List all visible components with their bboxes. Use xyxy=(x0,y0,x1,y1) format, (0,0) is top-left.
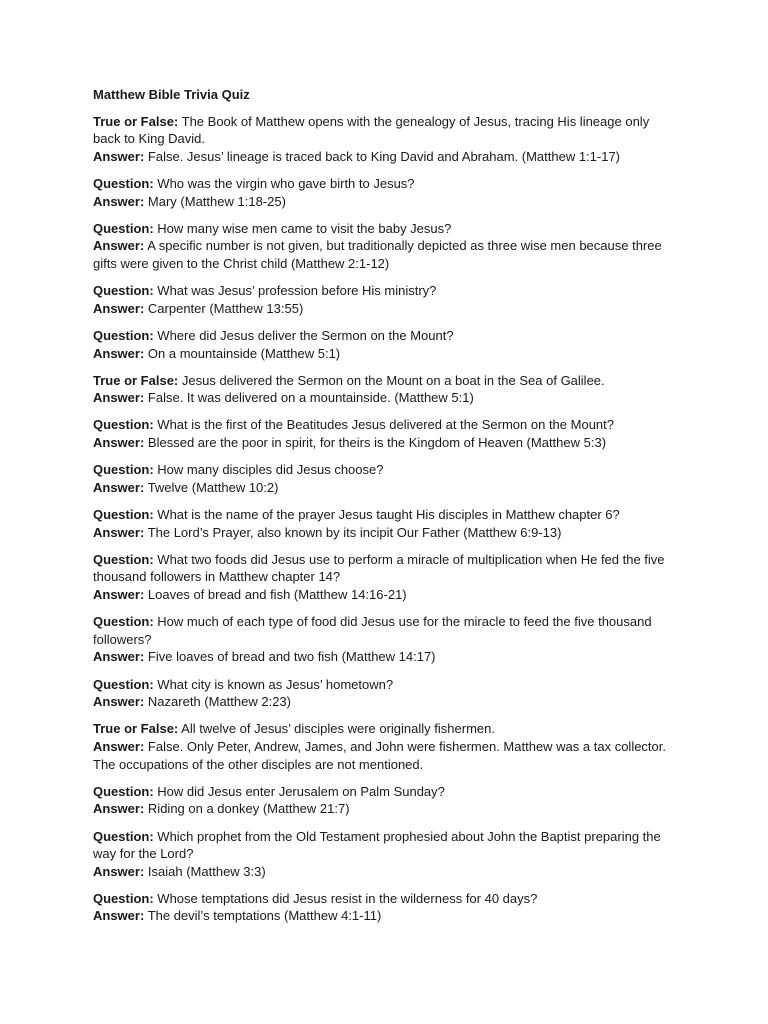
question-text: What city is known as Jesus’ hometown? xyxy=(157,676,394,692)
qa-item xyxy=(93,372,678,407)
question-text: Jesus delivered the Sermon on the Mount on a boat in the Sea of Galilee. xyxy=(181,372,605,388)
qa-item xyxy=(93,890,678,925)
answer-line xyxy=(93,800,678,818)
answer-line xyxy=(93,479,678,497)
answer-text: The devil’s temptations (Matthew 4:1-11) xyxy=(147,908,382,924)
qa-item xyxy=(93,220,678,273)
answer-text: False. Only Peter, Andrew, James, and John were fishermen. Matthew was a tax collector. The occupations of the other disciples are not mentioned. xyxy=(93,738,666,772)
answer-line xyxy=(93,345,678,363)
question-label: Question: xyxy=(93,783,154,799)
answer-text: Carpenter (Matthew 13:55) xyxy=(147,300,304,316)
answer-text: Twelve (Matthew 10:2) xyxy=(147,479,279,495)
question-line xyxy=(93,220,678,238)
question-text: How did Jesus enter Jerusalem on Palm Sunday? xyxy=(157,783,445,799)
qa-item xyxy=(93,175,678,210)
qa-item xyxy=(93,416,678,451)
answer-text: The Lord’s Prayer, also known by its incipit Our Father (Matthew 6:9-13) xyxy=(147,524,562,540)
question-text: Who was the virgin who gave birth to Jesus? xyxy=(157,175,415,191)
question-label: Question: xyxy=(93,417,154,433)
question-label: Question: xyxy=(93,507,154,523)
answer-line xyxy=(93,907,678,925)
answer-label: Answer: xyxy=(93,435,145,451)
question-label: True or False: xyxy=(93,113,179,129)
answer-label: Answer: xyxy=(93,193,145,209)
qa-item xyxy=(93,613,678,666)
answer-line xyxy=(93,693,678,711)
answer-label: Answer: xyxy=(93,524,145,540)
question-line xyxy=(93,175,678,193)
answer-label: Answer: xyxy=(93,908,145,924)
question-text: The Book of Matthew opens with the genealogy of Jesus, tracing His lineage only back to King David. xyxy=(93,113,650,147)
question-text: Whose temptations did Jesus resist in the wilderness for 40 days? xyxy=(157,890,538,906)
answer-line xyxy=(93,193,678,211)
question-text: How many wise men came to visit the baby Jesus? xyxy=(157,220,452,236)
question-line xyxy=(93,613,678,648)
answer-text: On a mountainside (Matthew 5:1) xyxy=(147,345,341,361)
qa-item xyxy=(93,461,678,496)
answer-text: Loaves of bread and fish (Matthew 14:16-21) xyxy=(147,587,407,602)
answer-label: Answer: xyxy=(93,863,145,879)
answer-text: False. It was delivered on a mountainside. (Matthew 5:1) xyxy=(147,390,474,406)
question-line xyxy=(93,506,678,524)
question-text: What is the first of the Beatitudes Jesus delivered at the Sermon on the Mount? xyxy=(157,417,614,433)
answer-line xyxy=(93,434,678,452)
question-label: Question: xyxy=(93,614,154,630)
answer-label: Answer: xyxy=(93,390,145,406)
question-line xyxy=(93,327,678,345)
answer-label: Answer: xyxy=(93,649,145,665)
answer-line xyxy=(93,648,678,666)
answer-line xyxy=(93,586,678,604)
question-line xyxy=(93,828,678,863)
question-line xyxy=(93,416,678,434)
answer-label: Answer: xyxy=(93,345,145,361)
answer-text: Mary (Matthew 1:18-25) xyxy=(147,193,286,209)
answer-text: Five loaves of bread and two fish (Matthew 14:17) xyxy=(147,649,436,665)
question-label: Question: xyxy=(93,676,154,692)
answer-label: Answer: xyxy=(93,300,145,316)
question-text: What two foods did Jesus use to perform a miracle of multiplication when He fed the five thousand followers in Matthew chapter 14? xyxy=(93,551,665,585)
question-label: True or False: xyxy=(93,721,179,737)
qa-item xyxy=(93,551,678,604)
question-line xyxy=(93,676,678,694)
answer-label: Answer: xyxy=(93,738,145,754)
question-text: How many disciples did Jesus choose? xyxy=(157,462,384,478)
qa-item xyxy=(93,828,678,881)
question-text: How much of each type of food did Jesus use for the miracle to feed the five thousand followers? xyxy=(93,614,652,647)
question-label: True or False: xyxy=(93,372,179,388)
qa-item xyxy=(93,282,678,317)
answer-line xyxy=(93,148,678,166)
qa-item xyxy=(93,676,678,711)
answer-label: Answer: xyxy=(93,801,145,817)
answer-text: Blessed are the poor in spirit, for theirs is the Kingdom of Heaven (Matthew 5:3) xyxy=(147,435,607,451)
answer-line xyxy=(93,863,678,881)
qa-item xyxy=(93,327,678,362)
question-line xyxy=(93,720,678,738)
question-line xyxy=(93,461,678,479)
question-label: Question: xyxy=(93,283,154,299)
document-title: Matthew Bible Trivia Quiz xyxy=(93,87,250,102)
document-page xyxy=(93,86,678,935)
answer-line xyxy=(93,524,678,542)
qa-list xyxy=(93,113,678,925)
question-line xyxy=(93,551,678,586)
question-text: All twelve of Jesus’ disciples were originally fishermen. xyxy=(181,721,495,737)
question-label: Question: xyxy=(93,327,154,343)
answer-line xyxy=(93,738,678,773)
question-text: What was Jesus’ profession before His ministry? xyxy=(157,283,437,299)
qa-item xyxy=(93,783,678,818)
answer-label: Answer: xyxy=(93,148,145,164)
answer-text: Nazareth (Matthew 2:23) xyxy=(147,694,291,710)
answer-line xyxy=(93,300,678,318)
answer-text: A specific number is not given, but traditionally depicted as three wise men because three gifts were given to the Christ child (Matthew 2:1-12) xyxy=(93,238,662,271)
question-label: Question: xyxy=(93,462,154,478)
question-line xyxy=(93,372,678,390)
answer-label: Answer: xyxy=(93,238,145,254)
question-label: Question: xyxy=(93,220,154,236)
question-line xyxy=(93,113,678,148)
question-label: Question: xyxy=(93,890,154,906)
answer-label: Answer: xyxy=(93,694,145,710)
question-line xyxy=(93,890,678,908)
question-text: Which prophet from the Old Testament prophesied about John the Baptist preparing the way for the Lord? xyxy=(93,828,661,862)
question-line xyxy=(93,783,678,801)
answer-label: Answer: xyxy=(93,479,145,495)
question-text: What is the name of the prayer Jesus taught His disciples in Matthew chapter 6? xyxy=(157,507,620,523)
answer-text: False. Jesus’ lineage is traced back to King David and Abraham. (Matthew 1:1-17) xyxy=(147,148,621,164)
answer-line xyxy=(93,237,678,272)
answer-text: Isaiah (Matthew 3:3) xyxy=(147,863,266,879)
question-line xyxy=(93,282,678,300)
question-text: Where did Jesus deliver the Sermon on the Mount? xyxy=(157,327,454,343)
question-label: Question: xyxy=(93,828,154,844)
question-label: Question: xyxy=(93,175,154,191)
qa-item xyxy=(93,506,678,541)
question-label: Question: xyxy=(93,551,154,567)
answer-line xyxy=(93,389,678,407)
answer-text: Riding on a donkey (Matthew 21:7) xyxy=(147,801,350,817)
answer-label: Answer: xyxy=(93,587,145,602)
qa-item xyxy=(93,720,678,773)
qa-item xyxy=(93,113,678,166)
